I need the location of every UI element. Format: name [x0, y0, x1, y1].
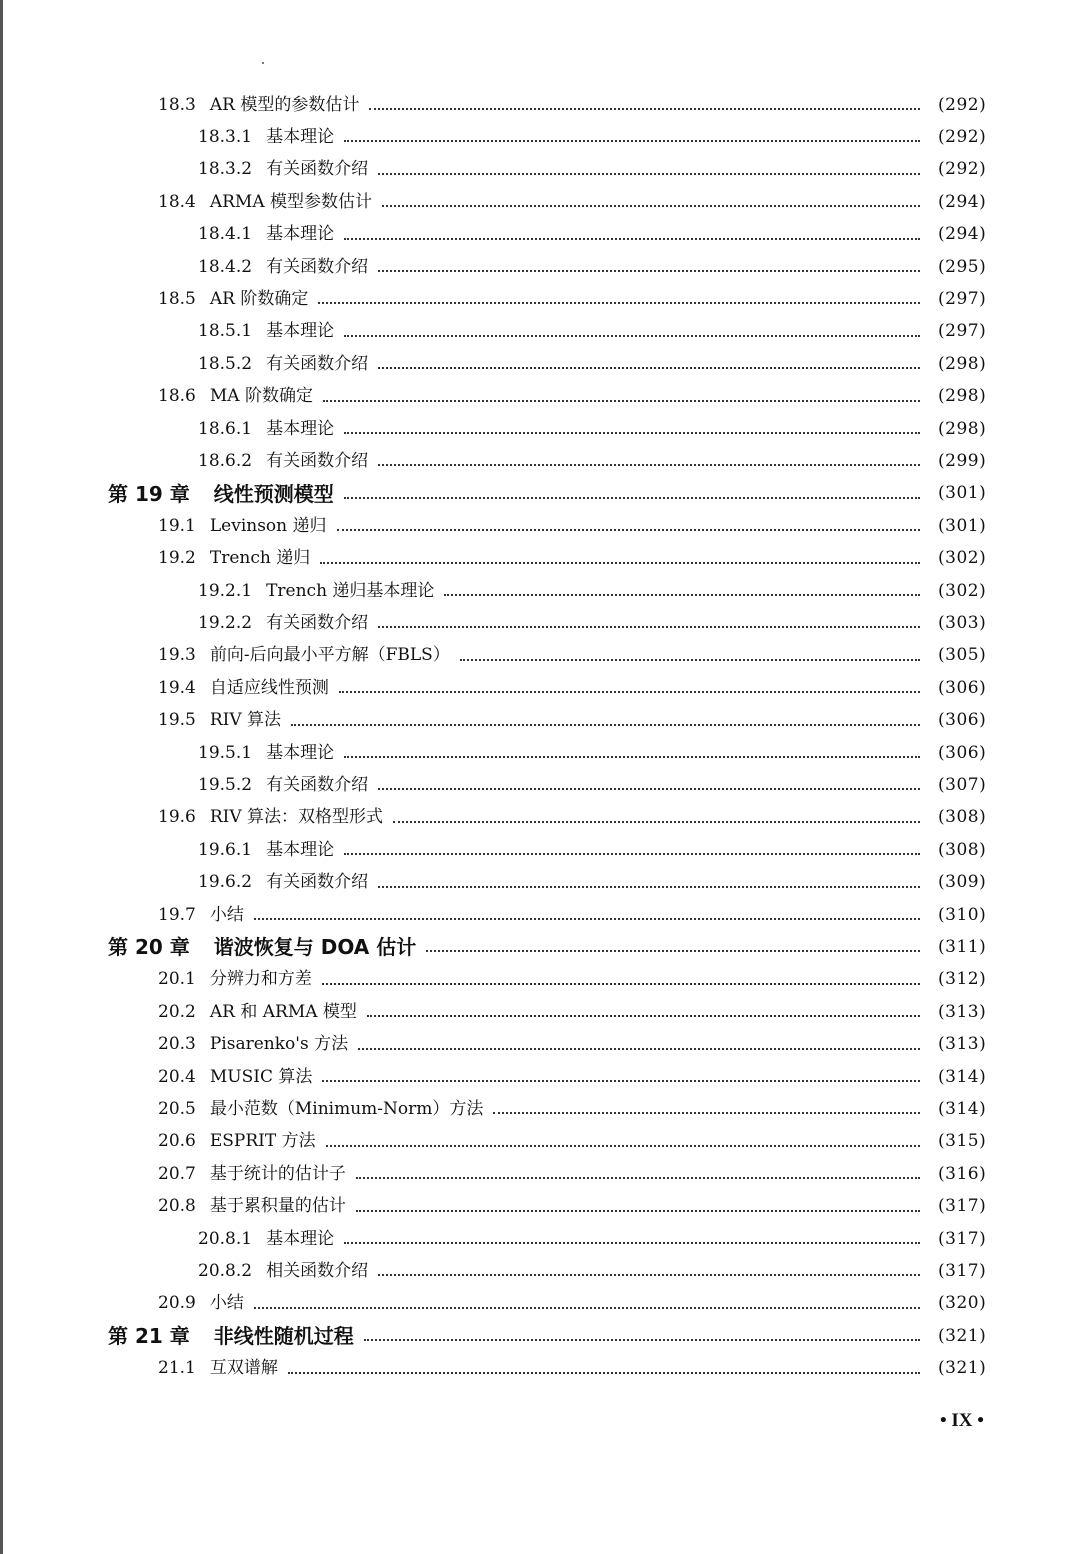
dot-leader [367, 1015, 920, 1017]
toc-page-number: (308) [938, 807, 987, 828]
toc-title: 基本理论 [266, 126, 335, 147]
toc-entry-section[interactable] [0, 1288, 990, 1320]
toc-page-number: (292) [938, 159, 987, 180]
toc-title: 相关函数介绍 [266, 1260, 369, 1281]
dot-leader [378, 886, 920, 888]
toc-number: 19.6.1 [198, 839, 253, 860]
toc-entry-section[interactable] [0, 705, 990, 737]
toc-number: 19.2.1 [198, 580, 253, 601]
toc-page-number: (307) [938, 774, 987, 795]
toc-page-number: (314) [938, 1066, 987, 1087]
toc-title: AR 和 ARMA 模型 [209, 1001, 357, 1022]
dot-leader [378, 464, 920, 466]
toc-number: 20.9 [158, 1293, 196, 1314]
toc-entry-sub[interactable] [0, 316, 990, 348]
toc-entry-chapter[interactable] [0, 931, 990, 963]
toc-number: 18.4.2 [198, 256, 253, 277]
toc-number: 19.1 [158, 515, 196, 536]
dot-leader [378, 173, 920, 175]
dot-leader [291, 724, 920, 726]
toc-entry-section[interactable] [0, 1061, 990, 1093]
dot-leader [356, 1210, 920, 1212]
toc-number: 19.3 [158, 645, 196, 666]
toc-page-number: (294) [938, 224, 987, 245]
dot-leader [344, 140, 920, 142]
toc-title: 有关函数介绍 [266, 774, 369, 795]
toc-number: 第 19 章 [108, 481, 190, 506]
toc-number: 19.2 [158, 548, 196, 569]
toc-entry-sub[interactable] [0, 575, 990, 607]
toc-number: 21.1 [158, 1358, 196, 1379]
toc-number: 19.7 [158, 904, 196, 925]
dot-leader [322, 983, 920, 985]
dot-leader [326, 1145, 920, 1147]
toc-number: 19.2.2 [198, 612, 253, 633]
dot-leader [344, 335, 920, 337]
toc-page-number: (316) [938, 1163, 987, 1184]
dot-leader [378, 626, 920, 628]
toc-page-number: (302) [938, 548, 987, 569]
toc-title: Levinson 递归 [209, 515, 327, 536]
dot-leader [444, 594, 920, 596]
toc-page-number: (292) [938, 94, 987, 115]
toc-entry-section[interactable] [0, 996, 990, 1028]
toc-entry-sub[interactable] [0, 867, 990, 899]
toc-number: 18.5.2 [198, 353, 253, 374]
toc-entry-section[interactable] [0, 186, 990, 218]
toc-title: 小结 [209, 904, 244, 925]
dot-leader [339, 691, 920, 693]
toc-entry-chapter[interactable] [0, 1320, 990, 1352]
toc-number: 18.3 [158, 94, 196, 115]
toc-number: 19.5.1 [198, 742, 253, 763]
toc-number: 18.4 [158, 191, 196, 212]
toc-page-number: (321) [938, 1325, 987, 1346]
toc-number: 19.6 [158, 807, 196, 828]
toc-number: 20.1 [158, 969, 196, 990]
toc-page-number: (298) [938, 386, 987, 407]
toc-title: 线性预测模型 [213, 481, 334, 506]
page-number: • IX • [940, 1410, 984, 1431]
toc-title: ARMA 模型参数估计 [209, 191, 373, 212]
toc-title: Trench 递归基本理论 [266, 580, 435, 601]
toc-number: 20.2 [158, 1001, 196, 1022]
toc-page-number: (297) [938, 288, 987, 309]
toc-page-number: (310) [938, 904, 987, 925]
toc-title: 自适应线性预测 [209, 677, 329, 698]
dot-leader [344, 432, 920, 434]
toc-entry-section[interactable] [0, 510, 990, 542]
toc-number: 19.4 [158, 677, 196, 698]
toc-page-number: (292) [938, 126, 987, 147]
toc-number: 20.7 [158, 1163, 196, 1184]
toc-title: MA 阶数确定 [209, 386, 313, 407]
toc-number: 20.6 [158, 1131, 196, 1152]
toc-page-number: (306) [938, 677, 987, 698]
toc-page-number: (311) [938, 936, 987, 957]
toc-page-number: (317) [938, 1228, 987, 1249]
toc-entry-section[interactable] [0, 1093, 990, 1125]
toc-title: MUSIC 算法 [209, 1066, 313, 1087]
toc-entry-section[interactable] [0, 899, 990, 931]
dot-leader [344, 238, 920, 240]
toc-title: 基于统计的估计子 [209, 1163, 346, 1184]
toc-number: 20.5 [158, 1098, 196, 1119]
toc-number: 18.6 [158, 386, 196, 407]
toc-number: 18.6.1 [198, 418, 253, 439]
toc-title: 基本理论 [266, 742, 335, 763]
toc-title: 最小范数（Minimum-Norm）方法 [209, 1098, 484, 1119]
toc-page-number: (305) [938, 645, 987, 666]
toc-title: AR 模型的参数估计 [209, 94, 360, 115]
toc-title: 前向-后向最小平方解（FBLS） [209, 645, 450, 666]
toc-title: 有关函数介绍 [266, 353, 369, 374]
dot-leader [393, 821, 920, 823]
toc-number: 19.6.2 [198, 872, 253, 893]
dot-leader [426, 950, 920, 952]
toc-entry-sub[interactable] [0, 251, 990, 283]
toc-title: ESPRIT 方法 [209, 1131, 316, 1152]
toc-title: 基本理论 [266, 839, 335, 860]
dot-leader [382, 205, 920, 207]
toc-title: 基本理论 [266, 321, 335, 342]
toc-page-number: (294) [938, 191, 987, 212]
scan-speck [262, 62, 264, 64]
toc-entry-sub[interactable] [0, 737, 990, 769]
toc-page-number: (301) [938, 515, 987, 536]
toc-page-number: (295) [938, 256, 987, 277]
dot-leader [364, 1339, 920, 1341]
toc-title: 有关函数介绍 [266, 612, 369, 633]
toc-page-number: (320) [938, 1293, 987, 1314]
toc-title: 分辨力和方差 [209, 969, 312, 990]
toc-number: 20.3 [158, 1034, 196, 1055]
toc-title: 谐波恢复与 DOA 估计 [213, 935, 417, 960]
toc-entry-section[interactable] [0, 1158, 990, 1190]
toc-entry-sub[interactable] [0, 607, 990, 639]
toc-title: AR 阶数确定 [209, 288, 309, 309]
toc-number: 20.8.2 [198, 1260, 253, 1281]
toc-number: 18.5.1 [198, 321, 253, 342]
dot-leader [378, 367, 920, 369]
toc-title: 基本理论 [266, 224, 335, 245]
dot-leader [493, 1112, 920, 1114]
dot-leader [369, 108, 920, 110]
toc-page-number: (302) [938, 580, 987, 601]
toc-title: 互双谱解 [209, 1358, 278, 1379]
toc-entry-section[interactable] [0, 802, 990, 834]
toc-entry-section[interactable] [0, 381, 990, 413]
toc-number: 19.5.2 [198, 774, 253, 795]
toc-title: 有关函数介绍 [266, 450, 369, 471]
dot-leader [344, 853, 920, 855]
toc-number: 20.8 [158, 1196, 196, 1217]
toc-page-number: (301) [938, 483, 987, 504]
dot-leader [358, 1048, 920, 1050]
toc-entry-sub[interactable] [0, 348, 990, 380]
toc-entry-section[interactable] [0, 89, 990, 121]
toc-number: 18.3.2 [198, 159, 253, 180]
toc-page-number: (317) [938, 1260, 987, 1281]
dot-leader [460, 659, 920, 661]
toc-title: Trench 递归 [209, 548, 311, 569]
toc-title: 非线性随机过程 [213, 1324, 354, 1349]
toc-entry-section[interactable] [0, 543, 990, 575]
dot-leader [318, 302, 920, 304]
toc-page-number: (308) [938, 839, 987, 860]
toc-entry-sub[interactable] [0, 834, 990, 866]
toc-page-number: (312) [938, 969, 987, 990]
toc-number: 20.4 [158, 1066, 196, 1087]
toc-number: 第 21 章 [108, 1324, 190, 1349]
toc-entry-sub[interactable] [0, 769, 990, 801]
toc-title: 基本理论 [266, 418, 335, 439]
toc-entry-section[interactable] [0, 1191, 990, 1223]
dot-leader [288, 1372, 920, 1374]
toc-entry-section[interactable] [0, 283, 990, 315]
dot-leader [378, 1274, 920, 1276]
toc-page-number: (321) [938, 1358, 987, 1379]
toc-entry-sub[interactable] [0, 121, 990, 153]
toc-title: RIV 算法 [209, 710, 282, 731]
toc-entry-chapter[interactable] [0, 478, 990, 510]
toc-number: 18.6.2 [198, 450, 253, 471]
dot-leader [344, 1242, 920, 1244]
toc-entry-sub[interactable] [0, 1223, 990, 1255]
dot-leader [337, 529, 920, 531]
toc-title: Pisarenko's 方法 [209, 1034, 349, 1055]
toc-number: 18.3.1 [198, 126, 253, 147]
toc-page-number: (298) [938, 353, 987, 374]
toc-entry-section[interactable] [0, 1029, 990, 1061]
toc-page-number: (306) [938, 710, 987, 731]
dot-leader [320, 562, 920, 564]
toc-entry-sub[interactable] [0, 445, 990, 477]
toc-title: 有关函数介绍 [266, 159, 369, 180]
toc-entry-section[interactable] [0, 672, 990, 704]
toc-title: 有关函数介绍 [266, 872, 369, 893]
dot-leader [254, 1307, 920, 1309]
toc-page-number: (317) [938, 1196, 987, 1217]
toc-page-number: (309) [938, 872, 987, 893]
toc-entry-sub[interactable] [0, 1255, 990, 1287]
toc-page-number: (297) [938, 321, 987, 342]
toc-page-number: (315) [938, 1131, 987, 1152]
dot-leader [322, 1080, 920, 1082]
toc-title: 有关函数介绍 [266, 256, 369, 277]
toc-entry-sub[interactable] [0, 413, 990, 445]
toc-entry-sub[interactable] [0, 219, 990, 251]
toc-page-number: (314) [938, 1098, 987, 1119]
toc-number: 18.4.1 [198, 224, 253, 245]
toc-entry-section[interactable] [0, 964, 990, 996]
toc-entry-section[interactable] [0, 1126, 990, 1158]
toc-page-number: (313) [938, 1034, 987, 1055]
toc-number: 19.5 [158, 710, 196, 731]
toc-number: 20.8.1 [198, 1228, 253, 1249]
toc-entry-section[interactable] [0, 640, 990, 672]
toc-title: 基本理论 [266, 1228, 335, 1249]
toc-entry-section[interactable] [0, 1353, 990, 1385]
toc-number: 18.5 [158, 288, 196, 309]
dot-leader [323, 400, 920, 402]
dot-leader [378, 270, 920, 272]
dot-leader [344, 497, 920, 499]
toc-page-number: (313) [938, 1001, 987, 1022]
toc-page-number: (306) [938, 742, 987, 763]
toc-entry-sub[interactable] [0, 154, 990, 186]
toc-number: 第 20 章 [108, 935, 190, 960]
dot-leader [344, 756, 920, 758]
dot-leader [378, 788, 920, 790]
toc-page-number: (299) [938, 450, 987, 471]
dot-leader [254, 918, 920, 920]
toc-title: 小结 [209, 1293, 244, 1314]
toc-page-number: (298) [938, 418, 987, 439]
toc-page-number: (303) [938, 612, 987, 633]
dot-leader [356, 1177, 920, 1179]
toc-title: 基于累积量的估计 [209, 1196, 346, 1217]
toc-title: RIV 算法：双格型形式 [209, 807, 384, 828]
